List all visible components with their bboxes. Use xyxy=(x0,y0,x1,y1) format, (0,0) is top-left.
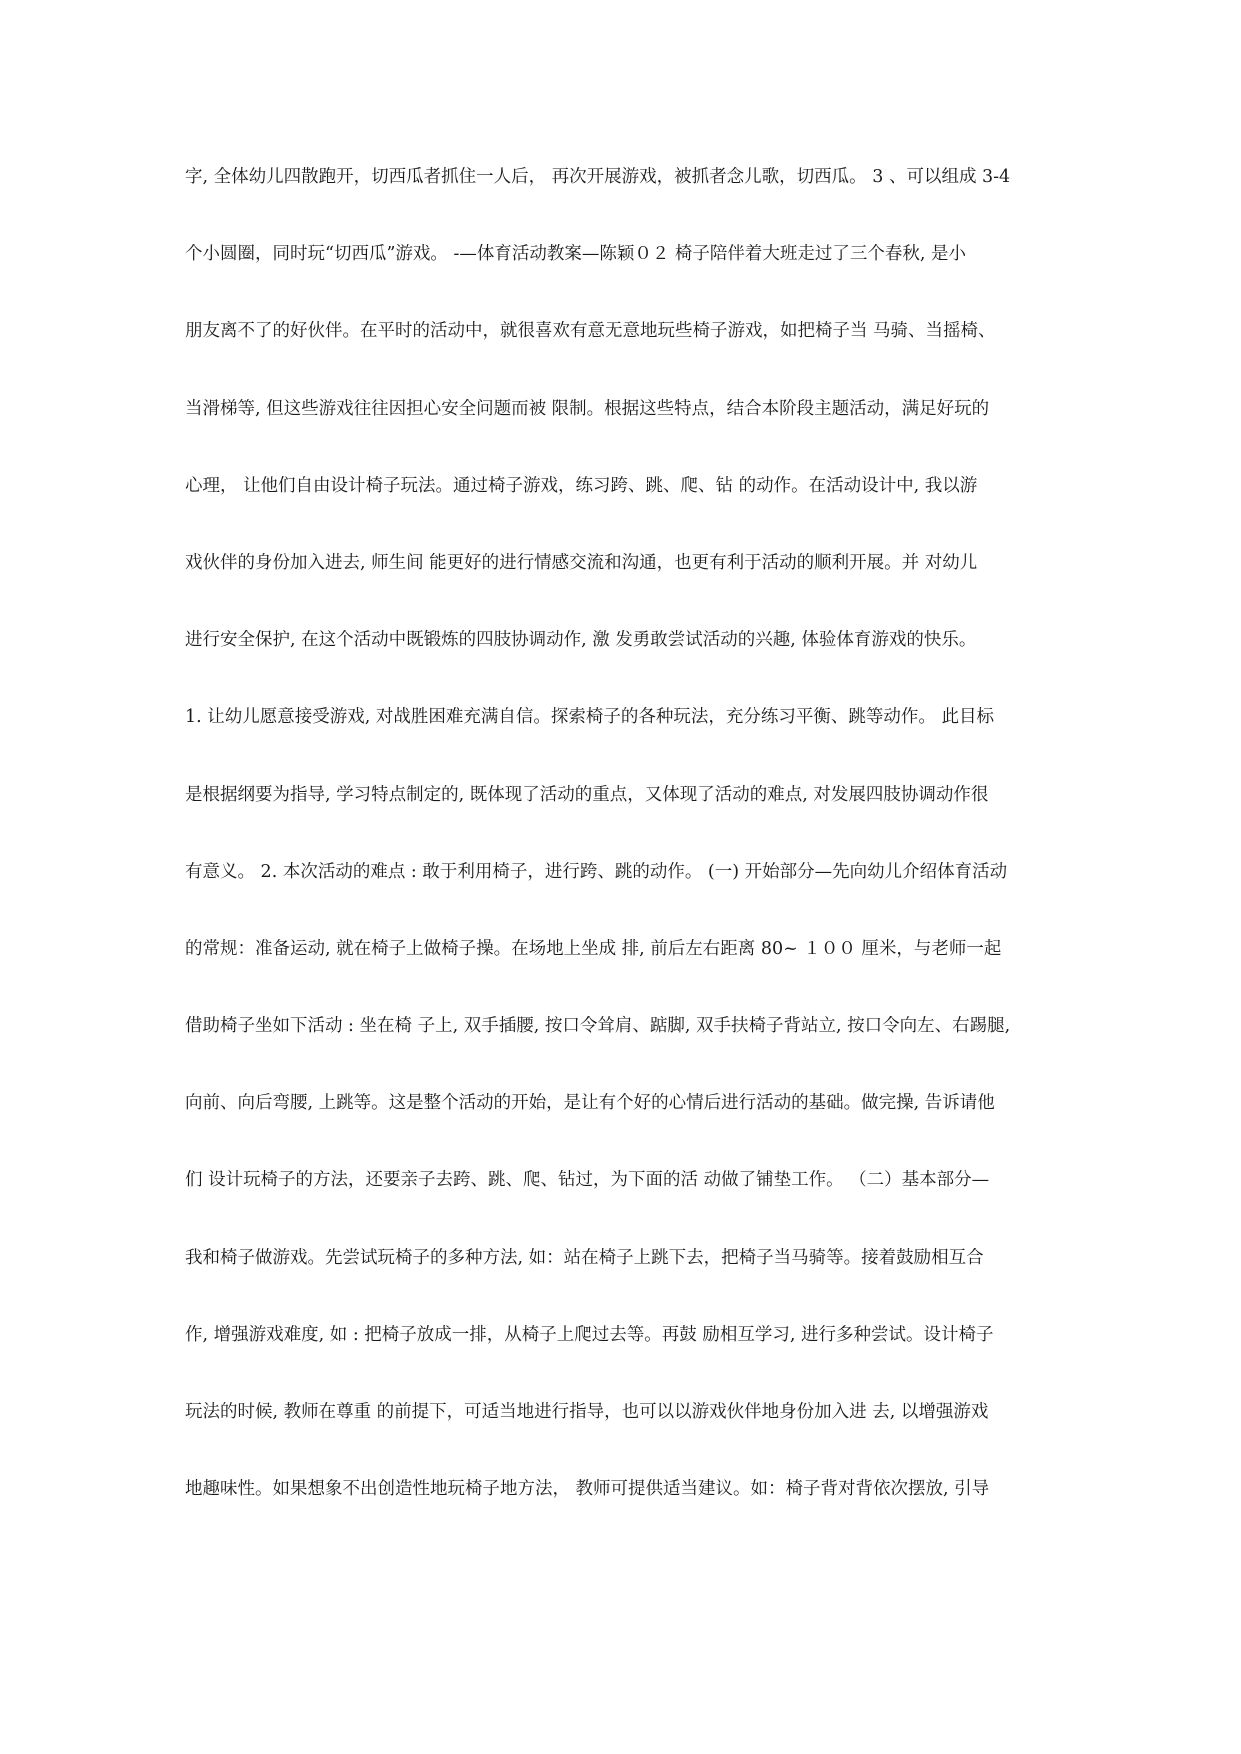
text-line: 有意义。 2. 本次活动的难点 : 敢于利用椅子，进行跨、跳的动作。 (一) 开始部分—先向幼儿介绍体育活动 xyxy=(185,861,1008,882)
text-line: 进行安全保护, 在这个活动中既锻炼的四肢协调动作, 激 发勇敢尝试活动的兴趣, 体验体育游戏的快乐。 xyxy=(185,630,977,651)
text-line: 字, 全体幼儿四散跑开，切西瓜者抓住一人后， 再次开展游戏，被抓者念儿歌，切西瓜。 3 、可以组成 3-4 xyxy=(185,167,1011,187)
text-line: 1. 让幼儿愿意接受游戏, 对战胜困难充满自信。探索椅子的各种玩法，充分练习平衡、跳等动作。 此目标 xyxy=(185,707,994,728)
text-line: 玩法的时候, 教师在尊重 的前提下，可适当地进行指导，也可以以游戏伙伴地身份加入进 去, 以增强游戏 xyxy=(185,1402,989,1422)
text-line: 戏伙伴的身份加入进去, 师生间 能更好的进行情感交流和沟通，也更有利于活动的顺利开展。并 对幼儿 xyxy=(185,552,978,573)
text-line: 个小圆圈，同时玩“切西瓜”游戏。 -—体育活动教案—陈颖０２ 椅子陪伴着大班走过了三个春秋, 是小 xyxy=(185,244,967,265)
text-line: 当滑梯等, 但这些游戏往往因担心安全问题而被 限制。根据这些特点，结合本阶段主题活动，满足好玩的 xyxy=(185,398,990,419)
body-text xyxy=(185,166,1065,1555)
text-line: 的常规：准备运动, 就在椅子上做椅子操。在场地上坐成 排, 前后左右距离 80~ １００ 厘米，与老师一起 xyxy=(185,938,1002,959)
text-line: 借助椅子坐如下活动 : 坐在椅 子上, 双手插腰, 按口令耸肩、踮脚, 双手扶椅子背站立, 按口令向左、右踢腿, xyxy=(185,1016,1011,1037)
text-line: 是根据纲要为指导, 学习特点制定的, 既体现了活动的重点，又体现了活动的难点, 对发展四肢协调动作很 xyxy=(185,784,989,805)
text-line: 心理， 让他们自由设计椅子玩法。通过椅子游戏，练习跨、跳、爬、钻 的动作。在活动设计中, 我以游 xyxy=(185,475,978,496)
text-line: 我和椅子做游戏。先尝试玩椅子的多种方法, 如：站在椅子上跳下去，把椅子当马骑等。接着鼓励相互合 xyxy=(185,1247,984,1268)
text-line: 向前、向后弯腰, 上跳等。这是整个活动的开始，是让有个好的心情后进行活动的基础。做完操, 告诉请他 xyxy=(185,1093,995,1114)
text-line: 朋友离不了的好伙伴。在平时的活动中，就很喜欢有意无意地玩些椅子游戏，如把椅子当 马骑、当摇椅、 xyxy=(185,321,996,342)
text-line: 们 设计玩椅子的方法，还要亲子去跨、跳、爬、钻过，为下面的活 动做了铺垫工作。 （二）基本部分— xyxy=(185,1170,990,1191)
text-line: 作, 增强游戏难度, 如 : 把椅子放成一排，从椅子上爬过去等。再鼓 励相互学习, 进行多种尝试。设计椅子 xyxy=(185,1324,994,1345)
text-line: 地趣味性。如果想象不出创造性地玩椅子地方法， 教师可提供适当建议。如：椅子背对背依次摆放, 引导 xyxy=(185,1479,990,1500)
